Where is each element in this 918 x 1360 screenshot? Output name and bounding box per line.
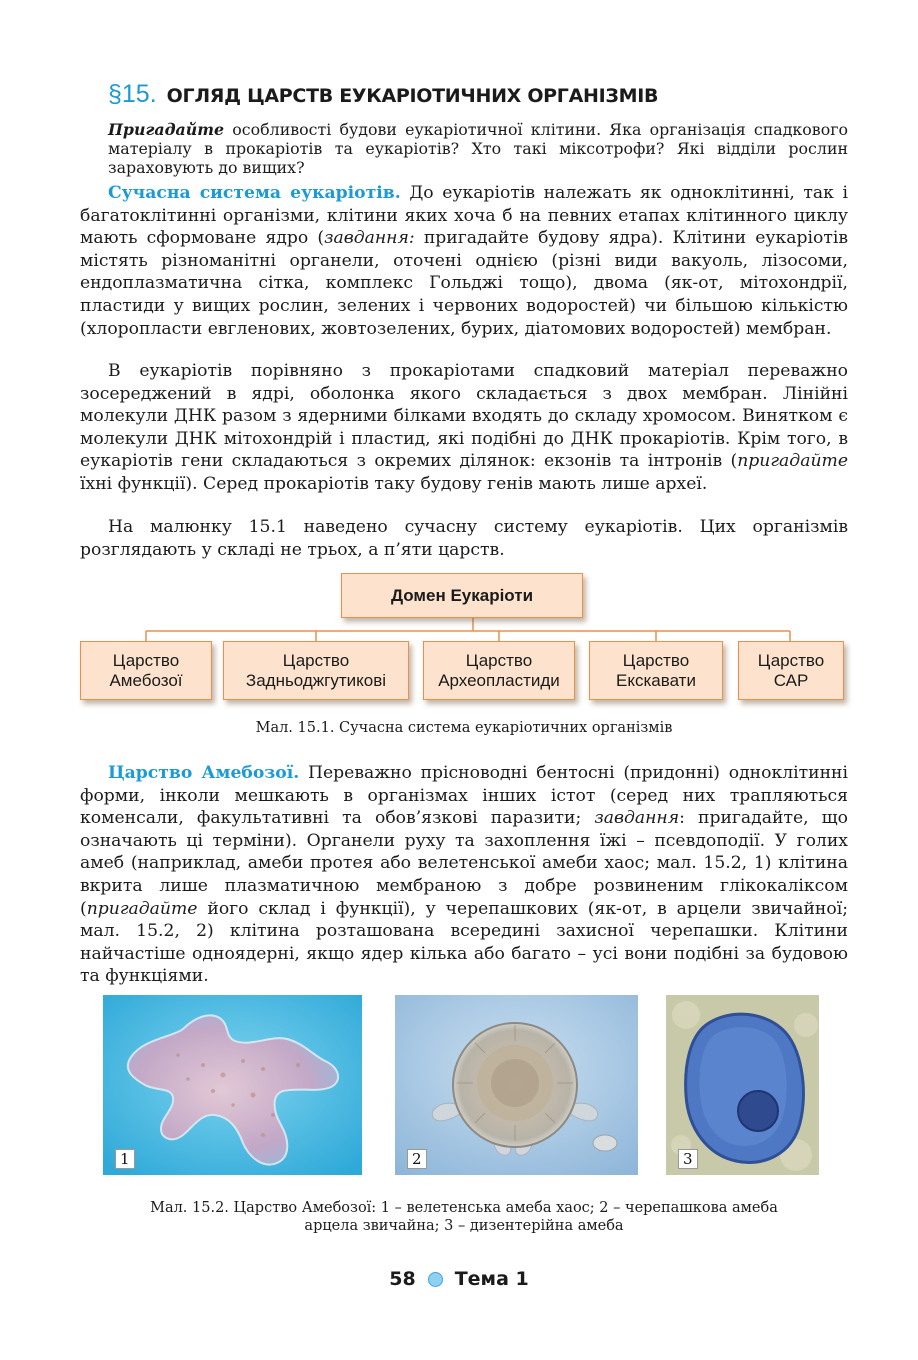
kingdom-label-line2: САР (773, 670, 809, 690)
photo-label-2: 2 (407, 1149, 427, 1169)
kingdom-label-line1: Царство (465, 650, 533, 670)
paragraph-text: Переважно прісноводні бентосні (придонні) одноклітинні форми, інколи мешкають в організмах інших істот (серед них трапляються коменсали, факультативні та обов’язкові паразити; (80, 763, 848, 829)
recall-paragraph (108, 120, 848, 178)
photo-dysentery-amoeba (666, 995, 819, 1175)
recall-text: особливості будови еукаріотичної клітини. Яка організація спадкового матеріалу в прокаріотів та еукаріотів? Хто такі міксотрофи? Які відділи рослин зараховують до вищих? (108, 120, 848, 178)
paragraph-text: До еукаріотів належать як одноклітинні, так і багатоклітинні організми, клітини яких хоча б на певних етапах клітинного циклу мають сформоване ядро ( (80, 183, 848, 249)
section-number: §15. (108, 80, 157, 108)
task-label: завдання: (324, 228, 415, 249)
section-heading (108, 80, 848, 109)
paragraph-text: В еукаріотів порівняно з прокаріотами спадковий матеріал переважно зосереджений в ядрі, оболонка якого складається з двох мембран. Лінійні молекули ДНК разом з ядерними білками входять до складу хромосом. Винятком є молекули ДНК мітохондрій і пластид, які подібні до ДНК прокаріотів. Крім того, в еукаріотів гени складаються з окремих ділянок: екзонів та інтронів ( (80, 361, 848, 472)
chaos-amoeba-image (103, 995, 362, 1175)
photo-label-1: 1 (115, 1149, 135, 1169)
kingdom-label-line2: Археопластиди (438, 670, 560, 690)
paragraph-hereditary-material (80, 360, 848, 496)
kingdom-amoebozoa-box (80, 641, 212, 700)
kingdom-opisthokonta-box (223, 641, 409, 700)
bullet-dot-icon (428, 1272, 443, 1287)
figure-15-2-caption-line2: арцела звичайна; 3 – дизентерійна амеба (304, 1218, 624, 1234)
kingdom-excavata-box (589, 641, 723, 700)
paragraph-text: пригадайте будову ядра). Клітини еукаріотів містять різноманітні органели, оточені однією (різні види вакуоль, лізосоми, ендоплазматична сітка, комплекс Гольджі тощо), двома (як-от, мітохондрії, пластиди у вищих рослин, зелених і червоних водоростей) чи більшою кількістю (хлоропласти евгленових, жовтозелених, бурих, діатомових водоростей) мембран. (80, 228, 849, 339)
photo-label-3: 3 (678, 1149, 698, 1169)
kingdom-label-line1: Царство (282, 650, 350, 670)
domain-eukaryota-box (341, 573, 583, 618)
paragraph-text: : пригадайте, що означають ці терміни). Органели руху та захоплення їжі – псевдоподії. У голих амеб (наприклад, амеби протея або велетенської амеби хаос; мал. 15.2, 1) клітина вкрита лише плазматичною мембраною з добре розвиненим глікокаліксом ( (80, 808, 849, 919)
photo-arcella (395, 995, 638, 1175)
photo-chaos-amoeba (103, 995, 362, 1175)
figure-15-2-caption-line1: Мал. 15.2. Царство Амебозої: 1 – велетенська амеба хаос; 2 – черепашкова амеба (150, 1200, 778, 1216)
figure-15-1-caption: Мал. 15.1. Сучасна система еукаріотичних організмів (255, 720, 673, 736)
arcella-image (395, 995, 638, 1175)
kingdom-label-line1: Царство (622, 650, 690, 670)
paragraph-amoebozoa (80, 762, 848, 988)
dysentery-amoeba-image (666, 995, 819, 1175)
recall-label: пригадайте (737, 451, 848, 472)
runin-heading-modern-system: Сучасна система еукаріотів. (108, 183, 401, 203)
recall-label: пригадайте (86, 898, 198, 919)
figure-15-2-caption (72, 1199, 856, 1235)
task-label: завдання (594, 808, 680, 829)
paragraph-text: На малюнку 15.1 наведено сучасну систему еукаріотів. Цих організмів розглядають у складі не трьох, а п’яти царств. (80, 517, 848, 560)
topic-label: Тема 1 (454, 1268, 529, 1290)
kingdom-archaeplastida-box (423, 641, 575, 700)
domain-label: Домен Еукаріоти (390, 585, 534, 605)
page-number: 58 (389, 1268, 416, 1290)
kingdom-label-line1: Царство (757, 650, 825, 670)
section-title: ОГЛЯД ЦАРСТВ ЕУКАРІОТИЧНИХ ОРГАНІЗМІВ (166, 85, 659, 107)
recall-lead: Пригадайте (108, 120, 225, 139)
kingdom-label-line1: Царство (112, 650, 180, 670)
paragraph-five-kingdoms (80, 516, 848, 561)
page-footer (0, 1268, 918, 1290)
kingdom-sar-box (738, 641, 844, 700)
kingdom-label-line2: Задньоджгутикові (245, 670, 387, 690)
paragraph-text: його склад і функції), у черепашкових (як-от, в арцели звичайної; мал. 15.2, 2) клітина розташована всередині захисної черепашки. Клітини найчастіше одноядерні, якщо ядер кілька або багато – усі вони подібні за будовою та функціями. (80, 898, 848, 987)
paragraph-modern-system (80, 182, 848, 340)
kingdom-label-line2: Екскавати (616, 670, 696, 690)
paragraph-text: їхні функції). Серед прокаріотів таку будову генів мають лише археї. (80, 473, 708, 494)
runin-heading-amoebozoa: Царство Амебозої. (108, 763, 300, 783)
kingdom-label-line2: Амебозої (109, 670, 183, 690)
